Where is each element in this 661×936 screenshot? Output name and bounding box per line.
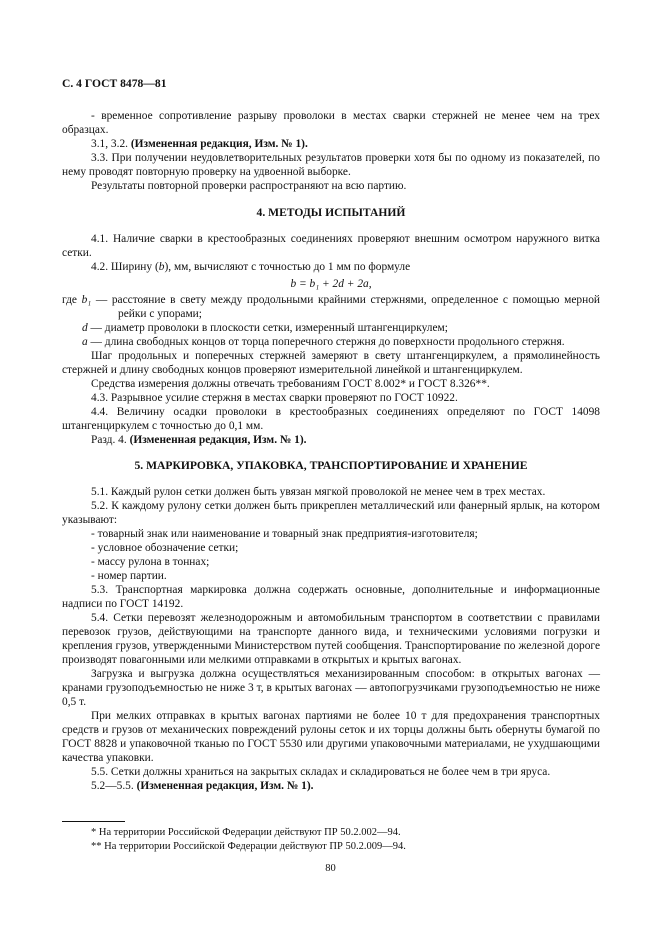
amendment-label: (Измененная редакция, Изм. № 1).	[129, 434, 307, 446]
text: где	[62, 294, 82, 306]
paragraph: 4.3. Разрывное усилие стержня в местах сварки проверяют по ГОСТ 10922.	[91, 392, 458, 404]
amendment-label: (Измененная редакция, Изм. № 1).	[136, 780, 314, 792]
footnote: ** На территории Российской Федерации действуют ПР 50.2.009—94.	[91, 841, 406, 852]
variable: a	[82, 336, 88, 348]
text: 4.2. Ширину (	[91, 261, 159, 273]
paragraph: 5.2. К каждому рулону сетки должен быть прикреплен металлический или фанерный ярлык, на котором указывают:	[62, 500, 600, 526]
footnotes	[62, 826, 600, 854]
list-item: - товарный знак или наименование и товарный знак предприятия-изготовителя;	[91, 528, 478, 540]
paragraph: 5.3. Транспортная маркировка должна содержать основные, дополнительные и информационные надписи по ГОСТ 14192.	[62, 584, 600, 610]
page-body	[62, 0, 600, 793]
amendment-note	[62, 779, 600, 793]
list-item: - массу рулона в тоннах;	[91, 556, 210, 568]
clause-ref: 3.1, 3.2.	[91, 138, 131, 150]
footnote: * На территории Российской Федерации действуют ПР 50.2.002—94.	[91, 827, 401, 838]
definition-d	[62, 321, 600, 335]
paragraph: 5.4. Сетки перевозят железнодорожным и автомобильным транспортом в соответствии с правилами перевозок грузов, действующими на транспорте данного вида, и техническими условиями погрузки и крепления грузов, утвержденными Министерством путей сообщения. Транспортирование по железной дороге производят повагонными или мелкими отправками в открытых и крытых вагонах.	[62, 612, 600, 666]
text: — диаметр проволоки в плоскости сетки, измеренный штангенциркулем;	[87, 322, 448, 334]
text: — длина свободных концов от торца поперечного стержня до поверхности продольного стержня.	[87, 336, 565, 348]
paragraph: При мелких отправках в крытых вагонах партиями не более 10 т для предохранения транспортных средств и грузов от механических повреждений рулоны сеток и их торцы должны быть обернуты бумагой по ГОСТ 8828 и упаковочной тканью по ГОСТ 5530 или другими упаковочными материалами, не ухудшающими качества упаковки.	[62, 710, 600, 764]
clause-ref: 5.2—5.5.	[91, 780, 137, 792]
clause-ref: Разд. 4.	[91, 434, 130, 446]
page-number: 80	[325, 863, 336, 874]
paragraph: 5.1. Каждый рулон сетки должен быть увязан мягкой проволокой не менее чем в трех местах.	[91, 486, 546, 498]
footnote-divider	[62, 821, 125, 822]
paragraph: - временное сопротивление разрыву проволоки в местах сварки стержней не менее чем на трех образцах.	[62, 110, 600, 136]
list-item: - условное обозначение сетки;	[91, 542, 239, 554]
paragraph	[62, 260, 600, 274]
paragraph: Шаг продольных и поперечных стержней замеряют в свету штангенциркулем, а прямолинейность стержней и длину свободных концов проверяют измерительной линейкой и штангенциркулем.	[62, 350, 600, 376]
paragraph: 5.5. Сетки должны храниться на закрытых складах и складироваться не более чем в три яруса.	[91, 766, 551, 778]
paragraph: 4.1. Наличие сварки в крестообразных соединениях проверяют внешним осмотром наружного витка сетки.	[62, 233, 600, 259]
paragraph: 3.3. При получении неудовлетворительных результатов проверки хотя бы по одному из показателей, по нему проводят повторную проверку на удвоенной выборке.	[62, 152, 600, 178]
page-header: С. 4 ГОСТ 8478—81	[62, 77, 167, 90]
paragraph: Средства измерения должны отвечать требованиям ГОСТ 8.002* и ГОСТ 8.326**.	[91, 378, 490, 390]
section-heading-4: 4. МЕТОДЫ ИСПЫТАНИЙ	[256, 206, 406, 219]
variable: d	[82, 322, 88, 334]
definition-b1	[62, 293, 600, 321]
definition-a	[62, 335, 600, 349]
formula: b = b₁ + 2d + 2a,	[290, 278, 372, 290]
paragraph: Загрузка и выгрузка должна осуществляться механизированным способом: в открытых вагонах — кранами грузоподъемностью не ниже 3 т, в крытых вагонах — автопогрузчиками грузоподъемностью не ниже 0,5 т.	[62, 668, 600, 708]
paragraph: 4.4. Величину осадки проволоки в крестообразных соединениях определяют по ГОСТ 14098 штангенциркулем с точностью до 0,1 мм.	[62, 406, 600, 432]
amendment-note	[62, 433, 600, 447]
list-item: - номер партии.	[91, 570, 167, 582]
variable: b₁	[81, 294, 92, 306]
amendment-label: (Измененная редакция, Изм. № 1).	[130, 138, 308, 150]
section-heading-5: 5. МАРКИРОВКА, УПАКОВКА, ТРАНСПОРТИРОВАНИЕ И ХРАНЕНИЕ	[134, 459, 528, 472]
amendment-note	[62, 137, 600, 151]
paragraph: Результаты повторной проверки распространяют на всю партию.	[91, 180, 407, 192]
text: — расстояние в свету между продольными крайними стержнями, определенное с помощью мерной рейки с упорами;	[91, 294, 600, 320]
variable: b	[158, 261, 165, 273]
text: ), мм, вычисляют с точностью до 1 мм по формуле	[164, 261, 411, 273]
